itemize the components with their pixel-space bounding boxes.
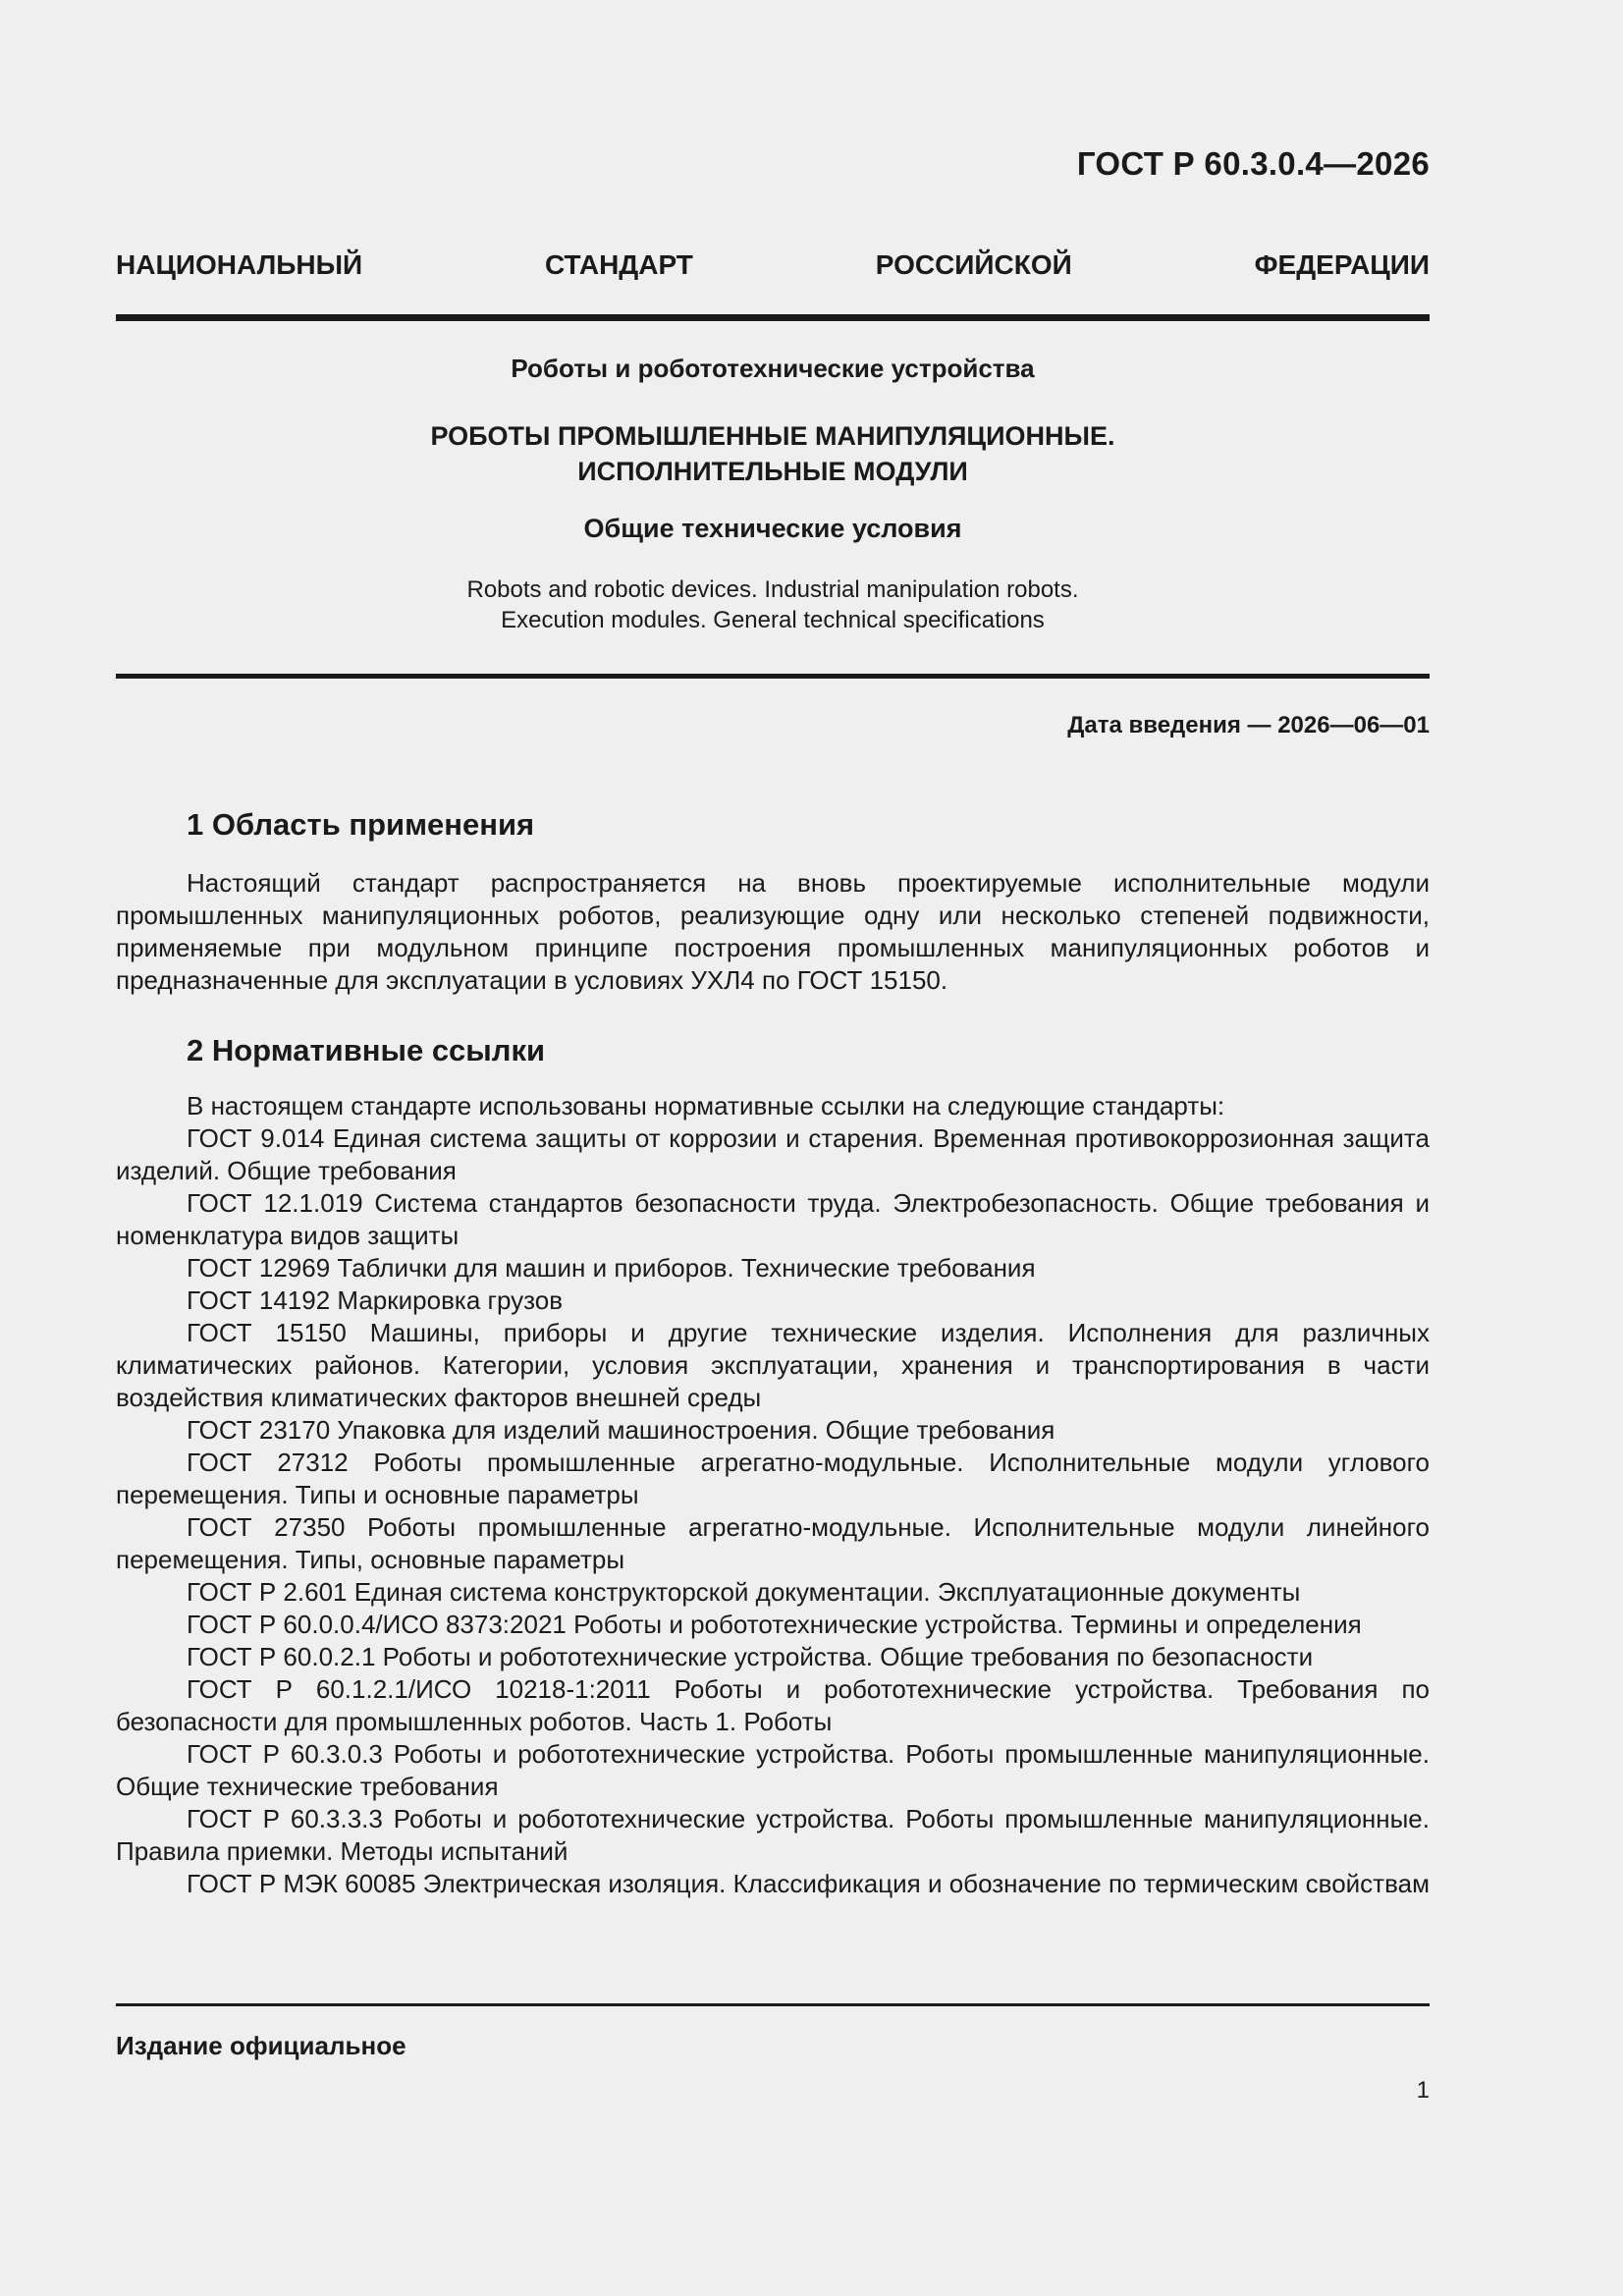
title-divider [116,674,1430,679]
subtitle: Общие технические условия [583,514,962,543]
reference-item: ГОСТ 27312 Роботы промышленные агрегатно-модульные. Исполнительные модули углового перемещения. Типы и основные параметры [116,1448,1430,1509]
english-title-line-2: Execution modules. General technical specifications [501,607,1045,633]
english-title [116,574,1430,635]
reference-item: ГОСТ 12969 Таблички для машин и приборов. Технические требования [187,1253,1036,1283]
national-standard-label: НАЦИОНАЛЬНЫЙ СТАНДАРТ РОССИЙСКОЙ ФЕДЕРАЦИИ [116,249,1430,280]
main-title-line-1: РОБОТЫ ПРОМЫШЛЕННЫЕ МАНИПУЛЯЦИОННЫЕ. [430,421,1115,451]
reference-item: ГОСТ Р 60.3.3.3 Роботы и робототехнические устройства. Роботы промышленные манипуляционные. Правила приемки. Методы испытаний [116,1804,1430,1866]
introduction-date: Дата введения — 2026—06—01 [1067,712,1430,738]
main-title-line-2: ИСПОЛНИТЕЛЬНЫЕ МОДУЛИ [577,457,968,486]
references-intro: В настоящем стандарте использованы нормативные ссылки на следующие стандарты: [187,1091,1225,1121]
main-title [116,418,1430,489]
reference-item: ГОСТ 9.014 Единая система защиты от коррозии и старения. Временная противокоррозионная защита изделий. Общие требования [116,1123,1430,1185]
document-code: ГОСТ Р 60.3.0.4—2026 [1076,145,1430,182]
reference-item: ГОСТ 12.1.019 Система стандартов безопасности труда. Электробезопасность. Общие требования и номенклатура видов защиты [116,1188,1430,1250]
reference-item: ГОСТ Р 60.3.0.3 Роботы и робототехнические устройства. Роботы промышленные манипуляционные. Общие технические требования [116,1739,1430,1801]
reference-item: ГОСТ Р 2.601 Единая система конструкторской документации. Эксплуатационные документы [187,1577,1301,1607]
footer-divider [116,2003,1430,2006]
reference-item: ГОСТ Р 60.1.2.1/ИСО 10218-1:2011 Роботы и робототехнические устройства. Требования по безопасности для промышленных роботов. Часть 1. Роботы [116,1674,1430,1736]
english-title-line-1: Robots and robotic devices. Industrial manipulation robots. [466,576,1079,603]
top-divider [116,314,1430,321]
reference-item: ГОСТ Р 60.0.0.4/ИСО 8373:2021 Роботы и робототехнические устройства. Термины и определения [187,1610,1362,1639]
document-page [116,0,1430,2296]
edition-label: Издание официальное [116,2031,406,2060]
section-1-text: Настоящий стандарт распространяется на вновь проектируемые исполнительные модули промышленных манипуляционных роботов, реализующие одну или несколько степеней подвижности, применяемые при модульном принципе построения промышленных манипуляционных роботов и предназначенные для эксплуатации в условиях УХЛ4 по ГОСТ 15150. [116,868,1430,995]
reference-item: ГОСТ 15150 Машины, приборы и другие технические изделия. Исполнения для различных климатических районов. Категории, условия эксплуатации, хранения и транспортирования в части воздействия климатических факторов внешней среды [116,1318,1430,1412]
section-1-heading: 1 Область применения [187,807,535,842]
reference-item: ГОСТ 23170 Упаковка для изделий машиностроения. Общие требования [187,1415,1055,1445]
normative-references [116,1090,1430,1900]
series-title: Роботы и робототехнические устройства [511,354,1035,383]
page-number: 1 [1416,2077,1430,2104]
reference-item: ГОСТ Р 60.0.2.1 Роботы и робототехнические устройства. Общие требования по безопасности [187,1642,1314,1671]
section-2-heading: 2 Нормативные ссылки [187,1033,546,1067]
reference-item: ГОСТ 14192 Маркировка грузов [187,1285,564,1315]
reference-item: ГОСТ Р МЭК 60085 Электрическая изоляция. Классификация и обозначение по термическим свойствам [187,1869,1430,1898]
reference-item: ГОСТ 27350 Роботы промышленные агрегатно-модульные. Исполнительные модули линейного перемещения. Типы, основные параметры [116,1512,1430,1574]
